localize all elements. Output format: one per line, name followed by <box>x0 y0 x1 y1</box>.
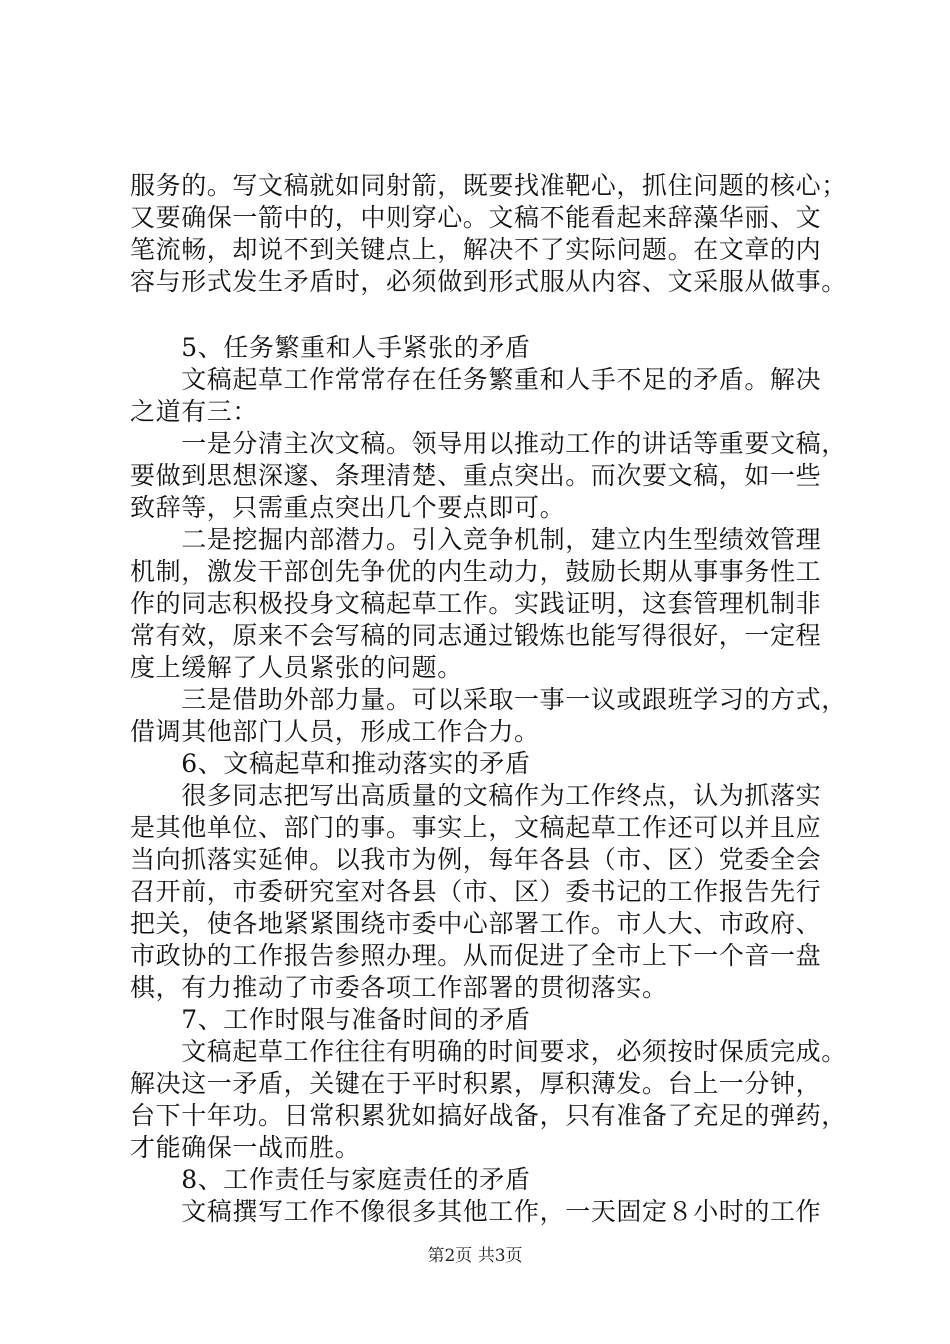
text-line: 又要确保一箭中的，中则穿心。文稿不能看起来辞藻华丽、文 <box>130 203 822 232</box>
text-line: 作的同志积极投身文稿起草工作。实践证明，这套管理机制非 <box>130 589 822 618</box>
text-line: 把关，使各地紧紧围绕市委中心部署工作。市人大、市政府、 <box>130 909 822 938</box>
document-body <box>130 170 847 1228</box>
text-line: 才能确保一战而胜。 <box>130 1133 361 1162</box>
text-line: 笔流畅，却说不到关键点上，解决不了实际问题。在文章的内 <box>130 235 822 264</box>
text-line: 7、工作时限与准备时间的矛盾 <box>130 1005 531 1034</box>
text-line: 致辞等，只需重点突出几个要点即可。 <box>130 493 566 522</box>
text-line: 机制，激发干部创先争优的内生动力，鼓励长期从事事务性工 <box>130 557 822 586</box>
text-line: 文稿起草工作常常存在任务繁重和人手不足的矛盾。解决 <box>130 365 822 394</box>
page-footer: 第2页 共3页 <box>427 1246 523 1266</box>
text-line: 借调其他部门人员，形成工作合力。 <box>130 717 540 746</box>
text-line: 召开前，市委研究室对各县（市、区）委书记的工作报告先行 <box>130 877 822 906</box>
paragraph-gap <box>130 298 842 332</box>
text-line: 很多同志把写出高质量的文稿作为工作终点，认为抓落实 <box>130 781 822 810</box>
text-line: 6、文稿起草和推动落实的矛盾 <box>130 749 531 778</box>
text-line: 一是分清主次文稿。领导用以推动工作的讲话等重要文稿， <box>130 429 847 458</box>
paragraph-block-continuation <box>130 170 847 298</box>
paragraph-block-main <box>130 332 847 1228</box>
text-line: 度上缓解了人员紧张的问题。 <box>130 653 463 682</box>
text-line: 之道有三： <box>130 397 259 426</box>
text-line: 台下十年功。日常积累犹如搞好战备，只有准备了充足的弹药， <box>130 1101 847 1130</box>
text-line: 是其他单位、部门的事。事实上，文稿起草工作还可以并且应 <box>130 813 822 842</box>
text-line: 要做到思想深邃、条理清楚、重点突出。而次要文稿，如一些 <box>130 461 822 490</box>
text-line: 棋，有力推动了市委各项工作部署的贯彻落实。 <box>130 973 668 1002</box>
text-line: 常有效，原来不会写稿的同志通过锻炼也能写得很好，一定程 <box>130 621 822 650</box>
text-line: 二是挖掘内部潜力。引入竞争机制，建立内生型绩效管理 <box>130 525 822 554</box>
text-line: 5、任务繁重和人手紧张的矛盾 <box>130 333 531 362</box>
text-line: 当向抓落实延伸。以我市为例，每年各县（市、区）党委全会 <box>130 845 822 874</box>
text-line: 解决这一矛盾，关键在于平时积累，厚积薄发。台上一分钟， <box>130 1069 822 1098</box>
text-line: 容与形式发生矛盾时，必须做到形式服从内容、文采服从做事。 <box>130 267 847 296</box>
text-line: 文稿撰写工作不像很多其他工作，一天固定８小时的工作 <box>130 1197 822 1226</box>
text-line: 市政协的工作报告参照办理。从而促进了全市上下一个音一盘 <box>130 941 822 970</box>
text-line: 8、工作责任与家庭责任的矛盾 <box>130 1165 531 1194</box>
text-line: 文稿起草工作往往有明确的时间要求，必须按时保质完成。 <box>130 1037 847 1066</box>
text-line: 服务的。写文稿就如同射箭，既要找准靶心，抓住问题的核心； <box>130 171 847 200</box>
text-line: 三是借助外部力量。可以采取一事一议或跟班学习的方式， <box>130 685 847 714</box>
